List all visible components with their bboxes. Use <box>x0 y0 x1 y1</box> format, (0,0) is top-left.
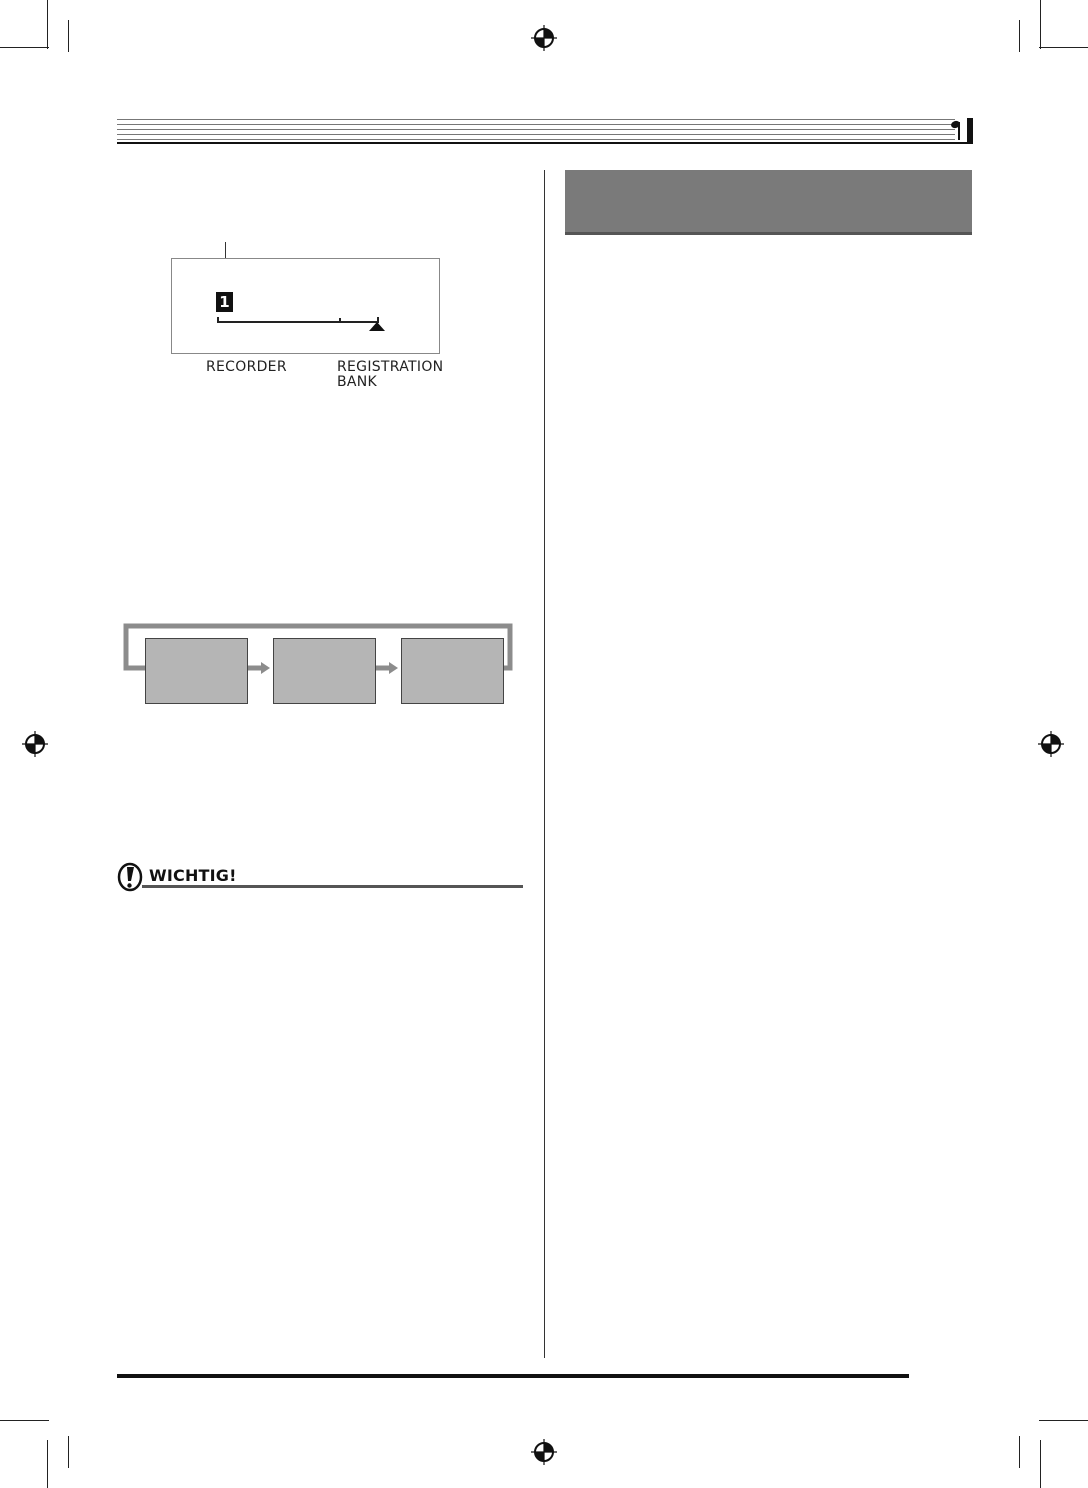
flow-box-2 <box>273 638 376 704</box>
crop-mark <box>68 1436 69 1468</box>
lcd-tick <box>217 317 219 323</box>
crop-mark <box>1019 20 1020 52</box>
staff-end-bar <box>967 118 973 144</box>
flow-box-1 <box>145 638 248 704</box>
crop-mark <box>1040 0 1041 49</box>
footer-rule <box>117 1374 909 1378</box>
exclamation-marker-icon <box>117 862 145 892</box>
registration-mark-icon <box>1038 731 1064 757</box>
registration-mark-icon <box>531 25 557 51</box>
crop-mark <box>1039 1420 1088 1421</box>
lcd-label-registration-bank: REGISTRATION BANK <box>337 359 444 390</box>
section-header-band <box>565 170 972 235</box>
flow-box-3 <box>401 638 504 704</box>
important-heading: WICHTIG! <box>149 866 237 885</box>
crop-mark <box>1019 1436 1020 1468</box>
column-divider <box>544 170 545 1358</box>
lcd-tick <box>339 318 341 322</box>
crop-mark <box>47 1440 48 1488</box>
lcd-display <box>171 258 440 354</box>
lcd-indicator-line <box>217 321 378 323</box>
crop-mark <box>68 20 69 52</box>
crop-mark <box>47 0 48 49</box>
crop-mark <box>1039 47 1088 48</box>
lcd-digit: 1 <box>216 292 233 312</box>
crop-mark <box>1040 1440 1041 1488</box>
lcd-label-recorder: RECORDER <box>206 359 287 375</box>
registration-mark-icon <box>22 731 48 757</box>
important-rule <box>142 885 523 888</box>
crop-mark <box>0 1420 49 1421</box>
lcd-indicator-triangle-icon <box>369 322 385 331</box>
registration-mark-icon <box>531 1439 557 1465</box>
crop-mark <box>0 47 49 48</box>
